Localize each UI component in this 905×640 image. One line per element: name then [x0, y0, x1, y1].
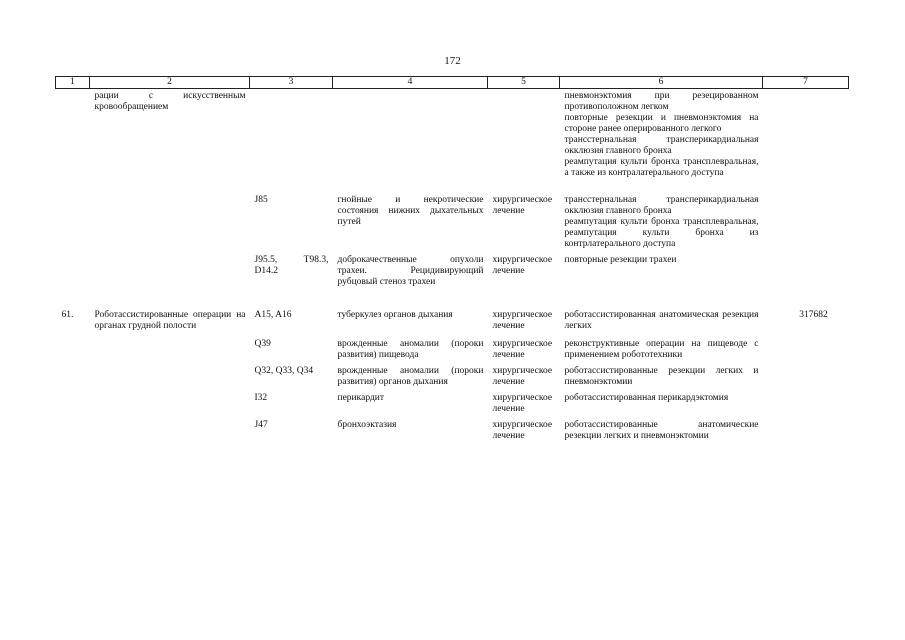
treatment-type: хирургическое лечение	[492, 255, 553, 276]
treatment-method: реампутация культи бронха трансплевральная, реампутация культи бронха из контрлатерального доступа	[564, 217, 759, 249]
column-number: 3	[250, 77, 333, 89]
row-number: 61.	[61, 310, 74, 320]
treatment-method: роботассистированная анатомическая резекция легких	[564, 310, 759, 331]
treatment-method: пневмонэктомия при резецированном противоположном легком	[564, 91, 759, 112]
column-number: 2	[90, 77, 250, 89]
column-number: 5	[488, 77, 560, 89]
treatment-method: реконструктивные операции на пищеводе с применением робототехники	[564, 339, 759, 360]
procedures-table	[55, 76, 849, 442]
treatment-method: трансстернальная трансперикардиальная окклюзия главного бронха	[564, 135, 759, 156]
table-body	[56, 89, 849, 443]
table-row	[56, 89, 849, 180]
treatment-type: хирургическое лечение	[492, 310, 553, 331]
table-row	[56, 388, 849, 415]
condition-description: врожденные аномалии (пороки развития) органов дыхания	[337, 366, 484, 387]
table-row	[56, 179, 849, 250]
table-row	[56, 415, 849, 442]
treatment-method: роботассистированные анатомические резекции легких и пневмонэктомии	[564, 420, 759, 441]
procedure-group-name: рации с искусственным кровообращением	[94, 91, 246, 112]
condition-description: перикардит	[337, 393, 385, 403]
column-number: 7	[763, 77, 849, 89]
treatment-type: хирургическое лечение	[492, 195, 553, 216]
table-row	[56, 288, 849, 332]
treatment-method: повторные резекции и пневмонэктомия на стороне ранее оперированного легкого	[564, 113, 759, 134]
column-number-row	[56, 77, 849, 89]
column-number: 6	[560, 77, 763, 89]
treatment-type: хирургическое лечение	[492, 339, 553, 360]
condition-description: бронхоэктазия	[337, 420, 397, 430]
treatment-method: повторные резекции трахеи	[564, 255, 677, 265]
treatment-type: хирургическое лечение	[492, 420, 553, 441]
table-row	[56, 250, 849, 288]
table-row	[56, 361, 849, 388]
icd-codes: J95.5, T98.3, D14.2	[254, 255, 329, 276]
treatment-type: хирургическое лечение	[492, 393, 553, 414]
page-number: 172	[444, 55, 461, 67]
icd-codes: J85	[254, 195, 268, 205]
condition-description: гнойные и некротические состояния нижних дыхательных путей	[337, 195, 484, 227]
column-number: 4	[333, 77, 488, 89]
treatment-method: роботассистированная перикардэктомия	[564, 393, 729, 403]
treatment-method: роботассистированные резекции легких и пневмонэктомии	[564, 366, 759, 387]
condition-description: врожденные аномалии (пороки развития) пищевода	[337, 339, 484, 360]
table-row	[56, 332, 849, 361]
treatment-type: хирургическое лечение	[492, 366, 553, 387]
icd-codes: Q32, Q33, Q34	[254, 366, 314, 376]
treatment-method: трансстернальная трансперикардиальная окклюзия главного бронха	[564, 195, 759, 216]
column-number: 1	[56, 77, 90, 89]
icd-codes: A15, A16	[254, 310, 292, 320]
icd-codes: J47	[254, 420, 268, 430]
icd-codes: Q39	[254, 339, 271, 349]
procedure-group-name: Роботассистированные операции на органах грудной полости	[94, 310, 246, 331]
cost-value: 317682	[799, 310, 828, 320]
condition-description: доброкачественные опухоли трахеи. Рецидивирующий рубцовый стеноз трахеи	[337, 255, 484, 287]
condition-description: туберкулез органов дыхания	[337, 310, 453, 320]
icd-codes: I32	[254, 393, 268, 403]
treatment-method: реампутация культи бронха трансплевральная, а также из контралатерального доступа	[564, 157, 759, 178]
